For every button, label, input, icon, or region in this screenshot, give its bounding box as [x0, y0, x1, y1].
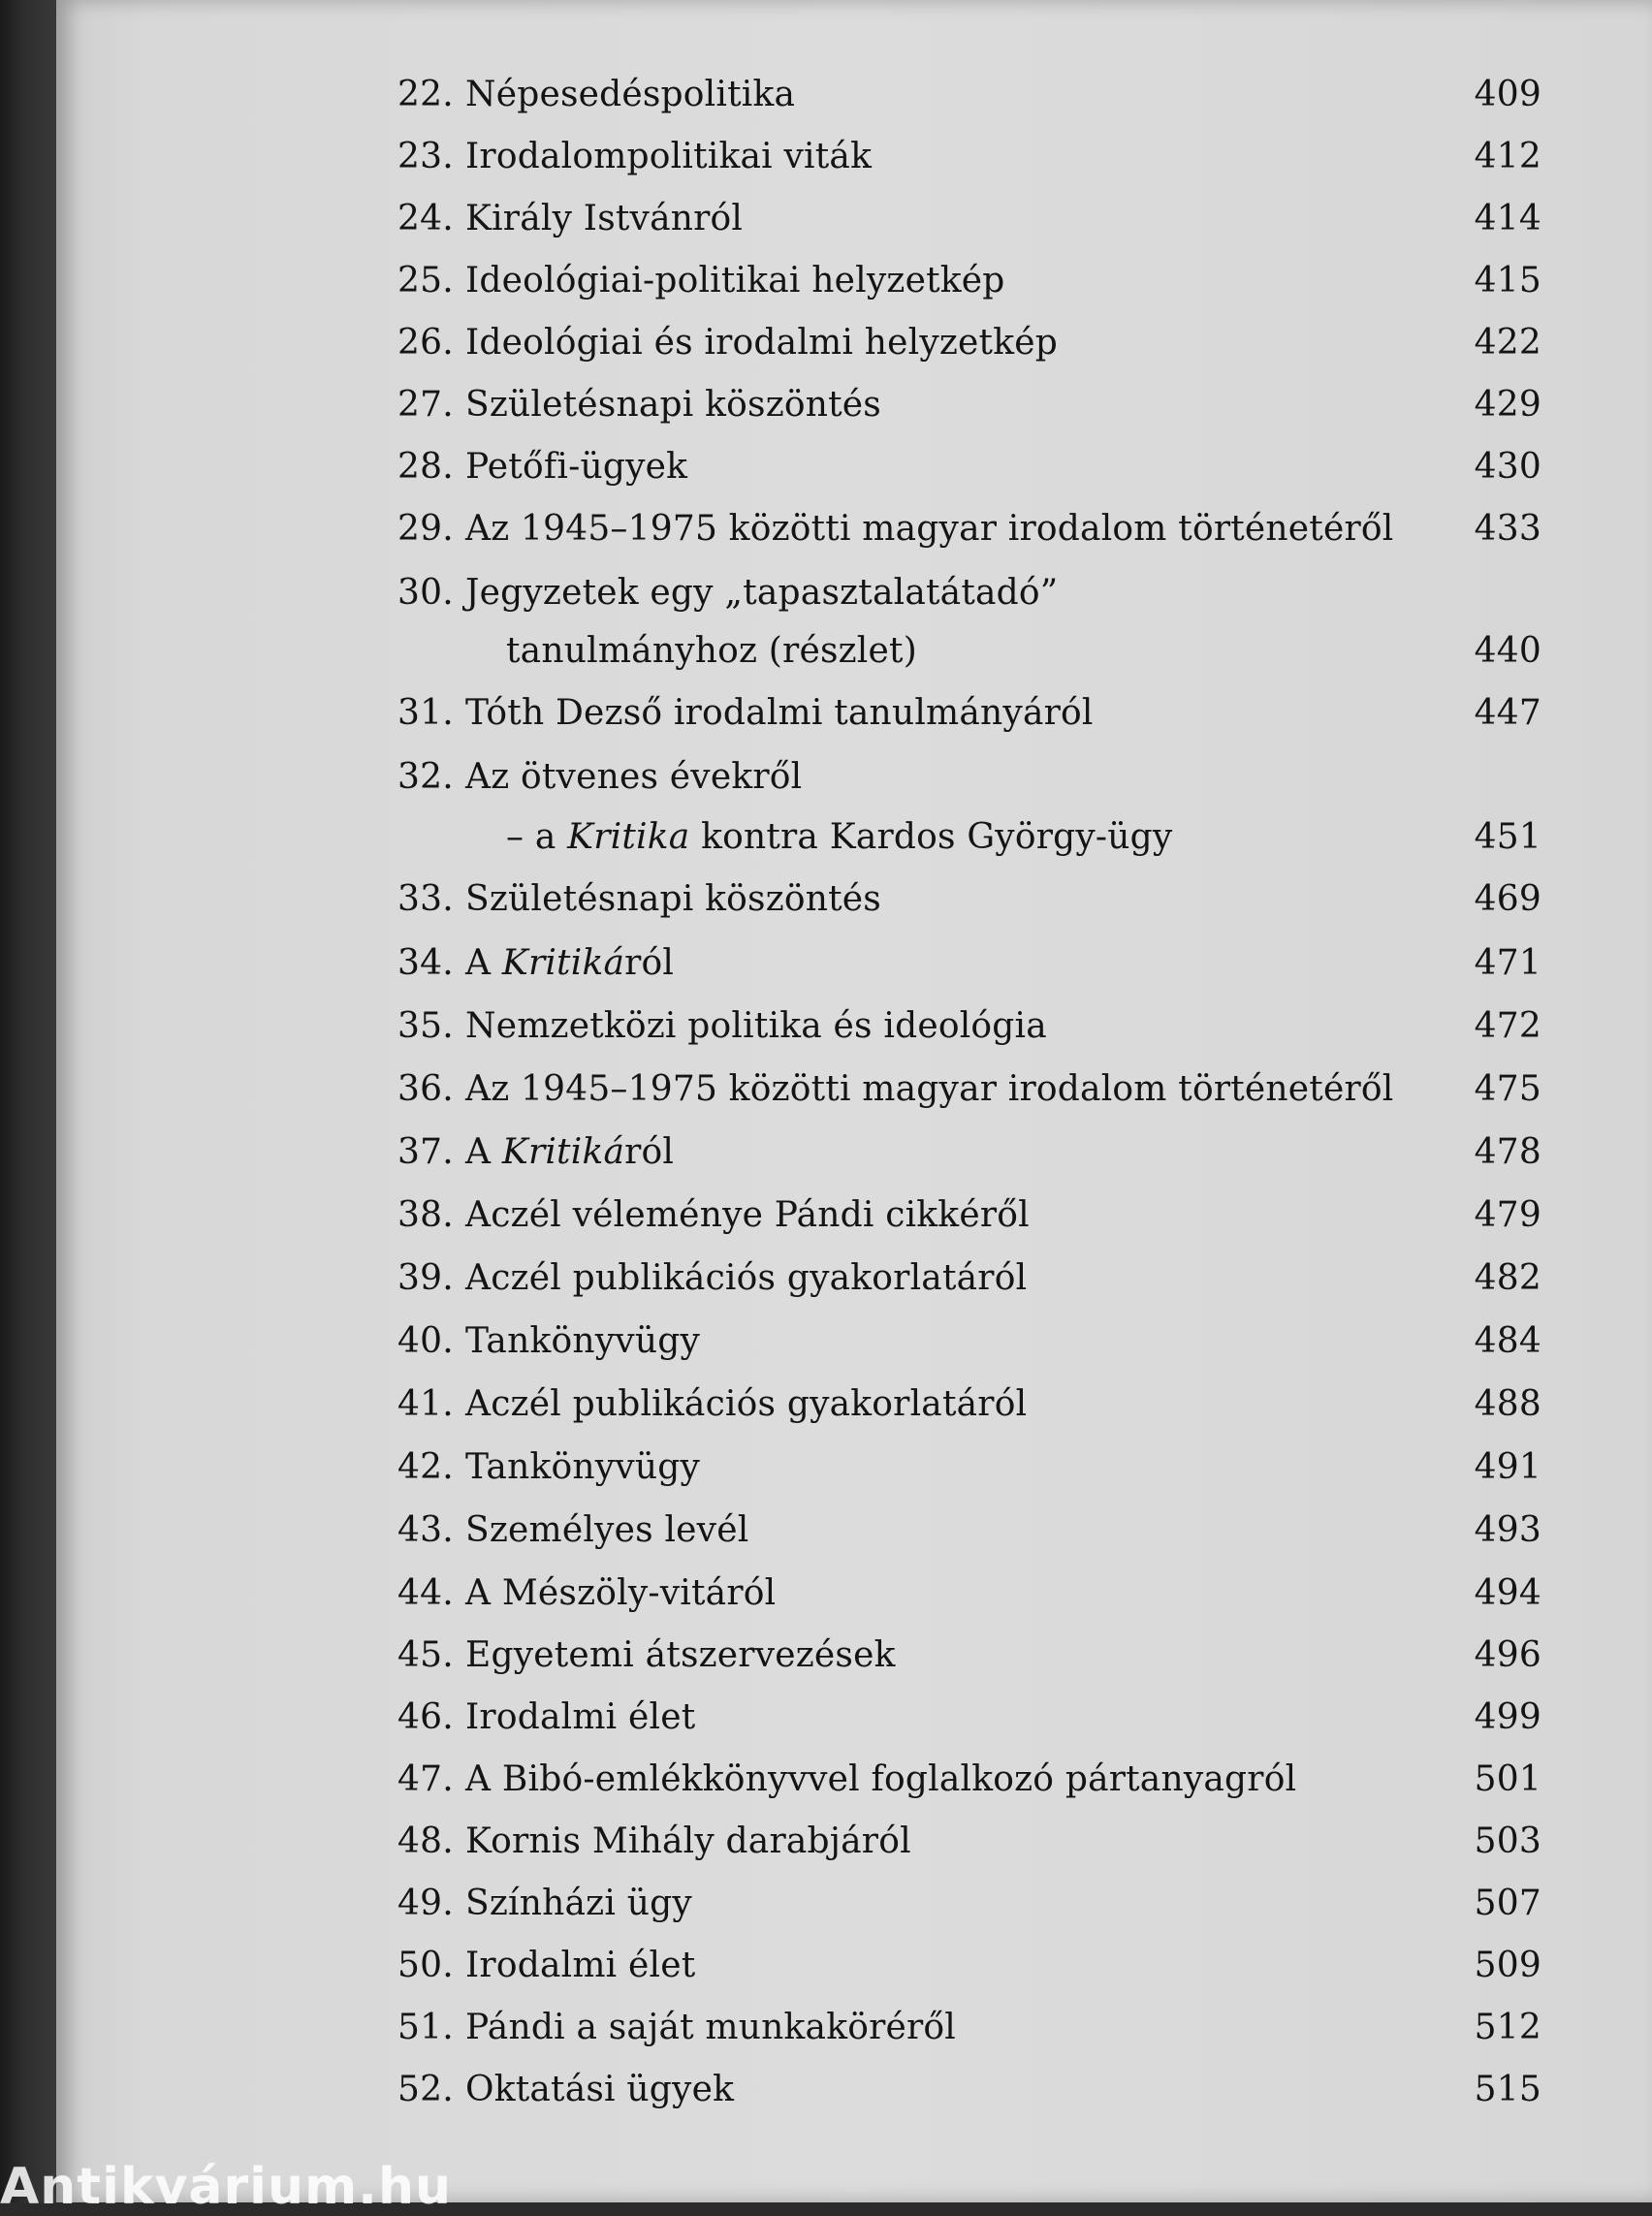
entry-page: 491	[1474, 1447, 1541, 1487]
toc-entry	[397, 1689, 1541, 1747]
entry-title: Ideológiai és irodalmi helyzetkép	[465, 323, 1058, 363]
toc-entry	[397, 871, 1541, 929]
entry-page: 478	[1474, 1132, 1541, 1172]
entry-number: 31.	[397, 693, 454, 733]
toc-entry	[397, 190, 1541, 248]
entry-title: Jegyzetek egy „tapasztalatátadó”	[465, 573, 1059, 613]
entry-title: Oktatási ügyek	[465, 2070, 735, 2109]
entry-number: 44.	[397, 1573, 454, 1613]
entry-page: 507	[1474, 1884, 1541, 1923]
title-suffix: kontra Kardos György-ügy	[689, 817, 1173, 857]
entry-page: 447	[1474, 693, 1541, 733]
toc-entry	[397, 1875, 1541, 1933]
entry-page: 471	[1474, 943, 1541, 983]
entry-title: Irodalmi élet	[465, 1697, 696, 1737]
toc-entry	[397, 1627, 1541, 1685]
toc-entry	[397, 128, 1541, 186]
entry-title: Király Istvánról	[465, 199, 744, 238]
entry-page: 422	[1474, 323, 1541, 363]
entry-title: Egyetemi átszervezések	[465, 1635, 896, 1675]
entry-title: Az 1945–1975 közötti magyar irodalom történetéről	[465, 509, 1394, 549]
entry-title	[465, 934, 674, 993]
entry-title: Aczél véleménye Pándi cikkéről	[465, 1195, 1030, 1235]
entry-number: 42.	[397, 1447, 454, 1487]
entry-page: 479	[1474, 1195, 1541, 1235]
entry-number: 40.	[397, 1321, 454, 1361]
toc-entry	[397, 1751, 1541, 1809]
entry-page: 488	[1474, 1384, 1541, 1424]
entry-page: 493	[1474, 1510, 1541, 1550]
entry-title: Az ötvenes évekről	[465, 757, 803, 797]
entry-page: 501	[1474, 1759, 1541, 1799]
entry-number: 39.	[397, 1258, 454, 1298]
entry-title: Aczél publikációs gyakorlatáról	[465, 1384, 1028, 1424]
toc-entry	[397, 748, 1541, 807]
entry-number: 45.	[397, 1635, 454, 1675]
entry-title-continued	[506, 808, 1172, 867]
entry-number: 28.	[397, 447, 454, 487]
entry-title: Ideológiai-politikai helyzetkép	[465, 261, 1005, 301]
entry-number: 46.	[397, 1697, 454, 1737]
toc-entry	[397, 314, 1541, 372]
entry-number: 30.	[397, 573, 454, 613]
entry-number: 29.	[397, 509, 454, 549]
toc-entry	[397, 564, 1541, 622]
entry-title: Irodalompolitikai viták	[465, 137, 873, 176]
entry-number: 49.	[397, 1884, 454, 1923]
entry-number: 25.	[397, 261, 454, 301]
entry-page: 409	[1474, 75, 1541, 114]
entry-title: A Mészöly-vitáról	[465, 1573, 777, 1613]
entry-number: 37.	[397, 1132, 454, 1172]
entry-number: 26.	[397, 323, 454, 363]
title-prefix: A	[465, 943, 502, 983]
toc-entry	[397, 500, 1541, 558]
toc-entry	[397, 1313, 1541, 1371]
book-spine	[0, 0, 60, 2202]
book-page	[56, 0, 1652, 2202]
toc-entry	[397, 1061, 1541, 1119]
toc-entry	[397, 438, 1541, 496]
entry-number: 36.	[397, 1069, 454, 1109]
entry-page: 451	[1474, 817, 1541, 857]
entry-title: Tankönyvügy	[465, 1321, 700, 1361]
toc-entry	[397, 684, 1541, 743]
entry-number: 34.	[397, 943, 454, 983]
entry-title: Pándi a saját munkaköréről	[465, 2008, 957, 2047]
entry-title: Tóth Dezső irodalmi tanulmányáról	[465, 693, 1094, 733]
title-suffix: ról	[624, 1132, 675, 1172]
title-prefix: A	[465, 1132, 502, 1172]
toc-entry	[397, 376, 1541, 434]
toc-entry	[397, 1999, 1541, 2057]
title-italic: Kritiká	[501, 943, 625, 983]
entry-page: 430	[1474, 447, 1541, 487]
entry-title: Nemzetközi politika és ideológia	[465, 1006, 1047, 1046]
entry-number: 35.	[397, 1006, 454, 1046]
toc-entry	[397, 997, 1541, 1056]
entry-title: A Bibó-emlékkönyvvel foglalkozó pártanyagról	[465, 1759, 1297, 1799]
toc-entry	[397, 1813, 1541, 1871]
entry-title: Színházi ügy	[465, 1884, 692, 1923]
title-italic: Kritika	[567, 817, 690, 857]
entry-page: 482	[1474, 1258, 1541, 1298]
toc-entry	[397, 252, 1541, 310]
entry-page: 496	[1474, 1635, 1541, 1675]
entry-number: 47.	[397, 1759, 454, 1799]
entry-page: 429	[1474, 385, 1541, 425]
entry-page: 415	[1474, 261, 1541, 301]
entry-title: Az 1945–1975 közötti magyar irodalom történetéről	[465, 1069, 1394, 1109]
entry-page: 515	[1474, 2070, 1541, 2109]
entry-number: 52.	[397, 2070, 454, 2109]
entry-number: 48.	[397, 1821, 454, 1861]
toc-entry	[397, 934, 1541, 993]
entry-number: 41.	[397, 1384, 454, 1424]
entry-title: Születésnapi köszöntés	[465, 385, 881, 425]
entry-number: 24.	[397, 199, 454, 238]
entry-number: 33.	[397, 879, 454, 919]
entry-number: 22.	[397, 75, 454, 114]
toc-entry	[397, 1502, 1541, 1560]
entry-title: Irodalmi élet	[465, 1946, 696, 1985]
entry-number: 43.	[397, 1510, 454, 1550]
entry-number: 23.	[397, 137, 454, 176]
entry-page: 440	[1474, 631, 1541, 671]
entry-page: 475	[1474, 1069, 1541, 1109]
entry-number: 32.	[397, 757, 454, 797]
toc-entry-continuation	[397, 808, 1541, 867]
table-of-contents	[56, 0, 1652, 2202]
toc-entry	[397, 1937, 1541, 1995]
entry-title: Petőfi-ügyek	[465, 447, 688, 487]
toc-entry	[397, 1250, 1541, 1308]
toc-entry	[397, 66, 1541, 124]
title-prefix: – a	[506, 817, 568, 857]
entry-page: 503	[1474, 1821, 1541, 1861]
entry-page: 512	[1474, 2008, 1541, 2047]
title-suffix: ról	[624, 943, 675, 983]
entry-number: 38.	[397, 1195, 454, 1235]
entry-number: 50.	[397, 1946, 454, 1985]
toc-entry	[397, 1565, 1541, 1623]
entry-title: Születésnapi köszöntés	[465, 879, 881, 919]
entry-page: 469	[1474, 879, 1541, 919]
title-italic: Kritiká	[501, 1132, 625, 1172]
toc-entry	[397, 1439, 1541, 1497]
entry-page: 509	[1474, 1946, 1541, 1985]
toc-entry	[397, 1124, 1541, 1182]
entry-page: 494	[1474, 1573, 1541, 1613]
entry-page: 412	[1474, 137, 1541, 176]
toc-entry	[397, 1376, 1541, 1434]
entry-title: Tankönyvügy	[465, 1447, 700, 1487]
entry-number: 51.	[397, 2008, 454, 2047]
entry-title: Aczél publikációs gyakorlatáról	[465, 1258, 1028, 1298]
entry-title: Kornis Mihály darabjáról	[465, 1821, 911, 1861]
entry-title: Személyes levél	[465, 1510, 749, 1550]
entry-page: 484	[1474, 1321, 1541, 1361]
watermark-logo: Antikvárium.hu	[0, 2158, 452, 2216]
entry-page: 499	[1474, 1697, 1541, 1737]
entry-page: 433	[1474, 509, 1541, 549]
entry-page: 414	[1474, 199, 1541, 238]
entry-title-continued: tanulmányhoz (részlet)	[506, 631, 917, 671]
entry-page: 472	[1474, 1006, 1541, 1046]
toc-entry	[397, 2061, 1541, 2119]
entry-title: Népesedéspolitika	[465, 75, 796, 114]
toc-entry	[397, 1187, 1541, 1245]
entry-number: 27.	[397, 385, 454, 425]
toc-entry-continuation	[397, 622, 1541, 681]
entry-title	[465, 1124, 674, 1182]
